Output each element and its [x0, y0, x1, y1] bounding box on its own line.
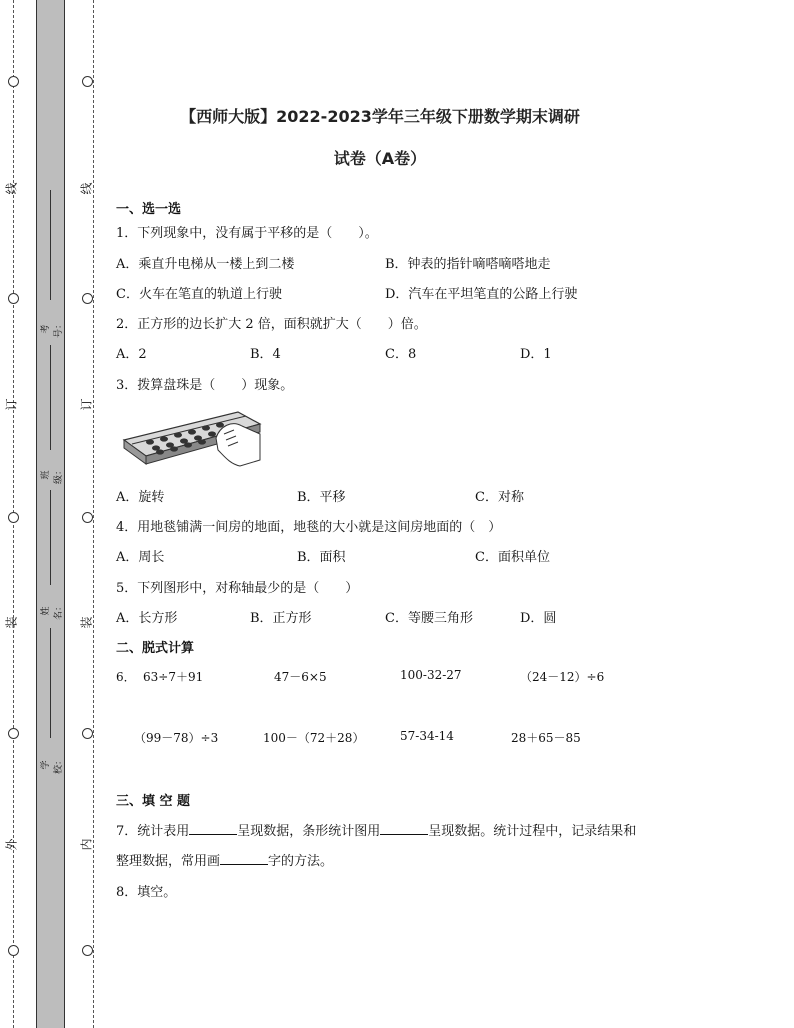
question-8: 8．填空。 [116, 885, 177, 900]
section-heading: 二、脱式计算 [116, 641, 195, 656]
option-b: B．平移 [297, 490, 346, 505]
calc-expression: 100－（72＋28） [263, 731, 365, 745]
q7-text: 呈现数据。统计过程中，记录结果和 [428, 824, 637, 839]
exam-title: 【西师大版】2022-2023学年三年级下册数学期末调研 [180, 107, 580, 126]
question-5: 5．下列图形中，对称轴最少的是（ ） [116, 581, 359, 596]
margin-char-ding: 订 [79, 398, 94, 411]
punch-hole [8, 512, 19, 523]
punch-hole [8, 728, 19, 739]
calc-expression: 57-34-14 [400, 729, 454, 743]
school-label: 学校： [41, 755, 64, 774]
option-c: C．对称 [475, 490, 524, 505]
punch-hole [82, 512, 93, 523]
calc-expression: 63÷7＋91 [143, 670, 204, 684]
q7-text: 字的方法。 [268, 854, 334, 869]
margin-char-zhuang: 装 [4, 616, 19, 629]
question-6-label: 6． [116, 670, 136, 684]
question-3: 3．拨算盘珠是（ ）现象。 [116, 378, 294, 393]
strip-edge-left [36, 0, 37, 1028]
option-a: A．乘直升电梯从一楼上到二楼 [116, 257, 295, 272]
name-label: 姓名： [41, 601, 64, 620]
option-b: B．钟表的指针嘀嗒嘀嗒地走 [385, 257, 551, 272]
question-7-line2 [116, 850, 333, 869]
question-1: 1．下列现象中，没有属于平移的是（ ）。 [116, 226, 378, 241]
calc-expression: （24－12）÷6 [520, 670, 605, 684]
field-line [50, 190, 51, 300]
q7-text: 7．统计表用 [116, 824, 190, 839]
option-d: D．1 [520, 347, 552, 362]
punch-hole [82, 76, 93, 87]
punch-hole [82, 945, 93, 956]
option-c: C．火车在笔直的轨道上行驶 [116, 287, 282, 302]
punch-hole [8, 76, 19, 87]
margin-char-zhuang: 装 [79, 616, 94, 629]
q7-text: 整理数据，常用画 [116, 854, 221, 869]
question-2: 2．正方形的边长扩大 2 倍，面积就扩大（ ）倍。 [116, 317, 427, 332]
field-line [50, 490, 51, 585]
calc-expression: 47－6×5 [274, 670, 327, 684]
punch-hole [82, 728, 93, 739]
punch-hole [8, 293, 19, 304]
punch-hole [82, 293, 93, 304]
section-heading: 一、选一选 [116, 202, 182, 217]
question-4: 4．用地毯铺满一间房的地面，地毯的大小就是这间房地面的（ ） [116, 520, 502, 535]
abacus-image [120, 404, 266, 470]
fill-blank[interactable] [189, 822, 237, 835]
fill-blank[interactable] [380, 822, 428, 835]
exam-title-line2: 试卷（A卷） [333, 149, 427, 168]
option-c: C．面积单位 [475, 550, 550, 565]
option-b: B．正方形 [250, 611, 312, 626]
exam-number-label: 考号： [41, 319, 64, 338]
option-d: D．圆 [520, 611, 557, 626]
section-heading: 三、填 空 题 [116, 794, 191, 809]
calc-expression: 100-32-27 [400, 668, 462, 682]
margin-char-nei: 内 [79, 838, 94, 851]
field-line [50, 628, 51, 738]
calc-expression: （99－78）÷3 [134, 731, 219, 745]
margin-char-ding: 订 [4, 398, 19, 411]
option-b: B．面积 [297, 550, 346, 565]
option-a: A．周长 [116, 550, 165, 565]
option-d: D．汽车在平坦笔直的公路上行驶 [385, 287, 578, 302]
inner-dashed-line [93, 0, 94, 1028]
margin-char-xian: 线 [79, 182, 94, 195]
option-a: A．旋转 [116, 490, 165, 505]
class-label: 班级： [41, 465, 64, 484]
option-c: C．8 [385, 347, 417, 362]
q7-text: 呈现数据，条形统计图用 [237, 824, 381, 839]
option-a: A．2 [116, 347, 147, 362]
punch-hole [8, 945, 19, 956]
option-a: A．长方形 [116, 611, 178, 626]
calc-expression: 28＋65－85 [511, 731, 581, 745]
margin-char-xian: 线 [4, 182, 19, 195]
option-c: C．等腰三角形 [385, 611, 473, 626]
question-7-line1 [116, 820, 636, 839]
fill-blank[interactable] [220, 852, 268, 865]
option-b: B．4 [250, 347, 281, 362]
margin-char-wai: 外 [4, 838, 19, 851]
strip-edge-right [64, 0, 65, 1028]
field-line [50, 345, 51, 450]
